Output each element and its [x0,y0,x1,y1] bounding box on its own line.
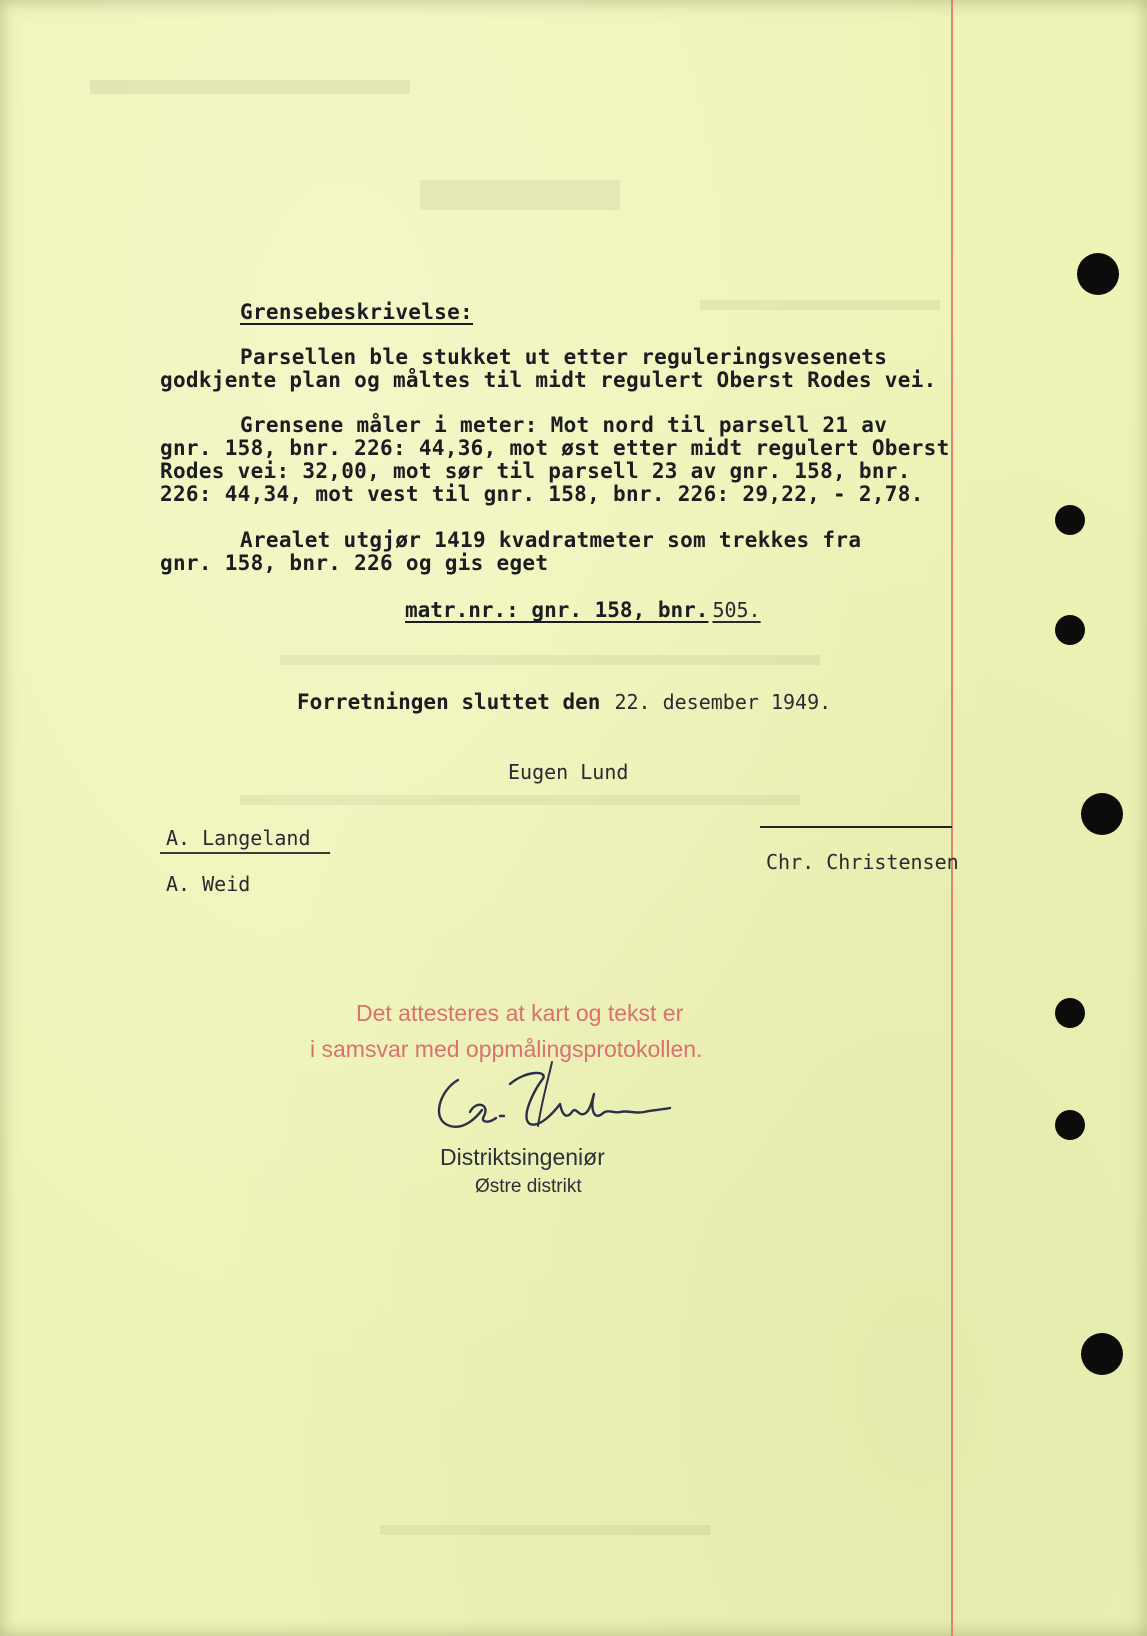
bleed-through-mark [240,795,800,805]
punch-hole-icon [1055,998,1085,1028]
paragraph-line: gnr. 158, bnr. 226 og gis eget [160,551,549,575]
paragraph-line: Rodes vei: 32,00, mot sør til parsell 23 av gnr. 158, bnr. [160,459,911,483]
signature-line [160,852,330,854]
bleed-through-mark [280,655,820,665]
paragraph-line: Parsellen ble stukket ut etter reguleringsvesenets [240,345,888,369]
signatory-center: Eugen Lund [508,760,629,784]
attestation-stamp-line-1: Det attesteres at kart og tekst er [356,1000,684,1026]
matr-number: 505. [712,598,761,622]
section-heading: Grensebeskrivelse: [240,300,473,324]
punch-hole-icon [1081,793,1123,835]
closing-date: 22. desember 1949. [614,690,832,714]
paragraph-line: Grensene måler i meter: Mot nord til parsell 21 av [240,413,888,437]
punch-hole-icon [1055,1110,1085,1140]
punch-hole-icon [1077,253,1119,295]
matr-label: matr.nr.: gnr. 158, bnr. [405,598,709,622]
punch-hole-icon [1055,615,1085,645]
bleed-through-mark [420,180,620,210]
stamp-title: Distriktsingeniør [440,1144,605,1170]
bleed-through-mark [380,1525,710,1535]
margin-line [951,0,953,1636]
signatory-left-1: A. Langeland [166,826,311,850]
signatory-right: Chr. Christensen [766,850,959,874]
paragraph-line: gnr. 158, bnr. 226: 44,36, mot øst etter midt regulert Oberst [160,436,950,460]
punch-hole-icon [1055,505,1085,535]
matr-line [405,598,761,622]
attestation-stamp-line-2: i samsvar med oppmålingsprotokollen. [310,1036,703,1062]
stamp-district: Østre distrikt [475,1176,582,1197]
closing-label: Forretningen sluttet den [297,690,601,714]
signatory-left-2: A. Weid [166,872,251,896]
handwritten-signature [430,1060,680,1140]
paragraph-line: godkjente plan og måltes til midt regulert Oberst Rodes vei. [160,368,937,392]
paragraph-line: 226: 44,34, mot vest til gnr. 158, bnr. 226: 29,22, - 2,78. [160,482,924,506]
closing-line [297,690,831,714]
signature-line [760,826,952,828]
paragraph-line: Arealet utgjør 1419 kvadratmeter som trekkes fra [240,528,862,552]
bleed-through-mark [90,80,410,94]
bleed-through-mark [700,300,940,310]
punch-hole-icon [1081,1333,1123,1375]
